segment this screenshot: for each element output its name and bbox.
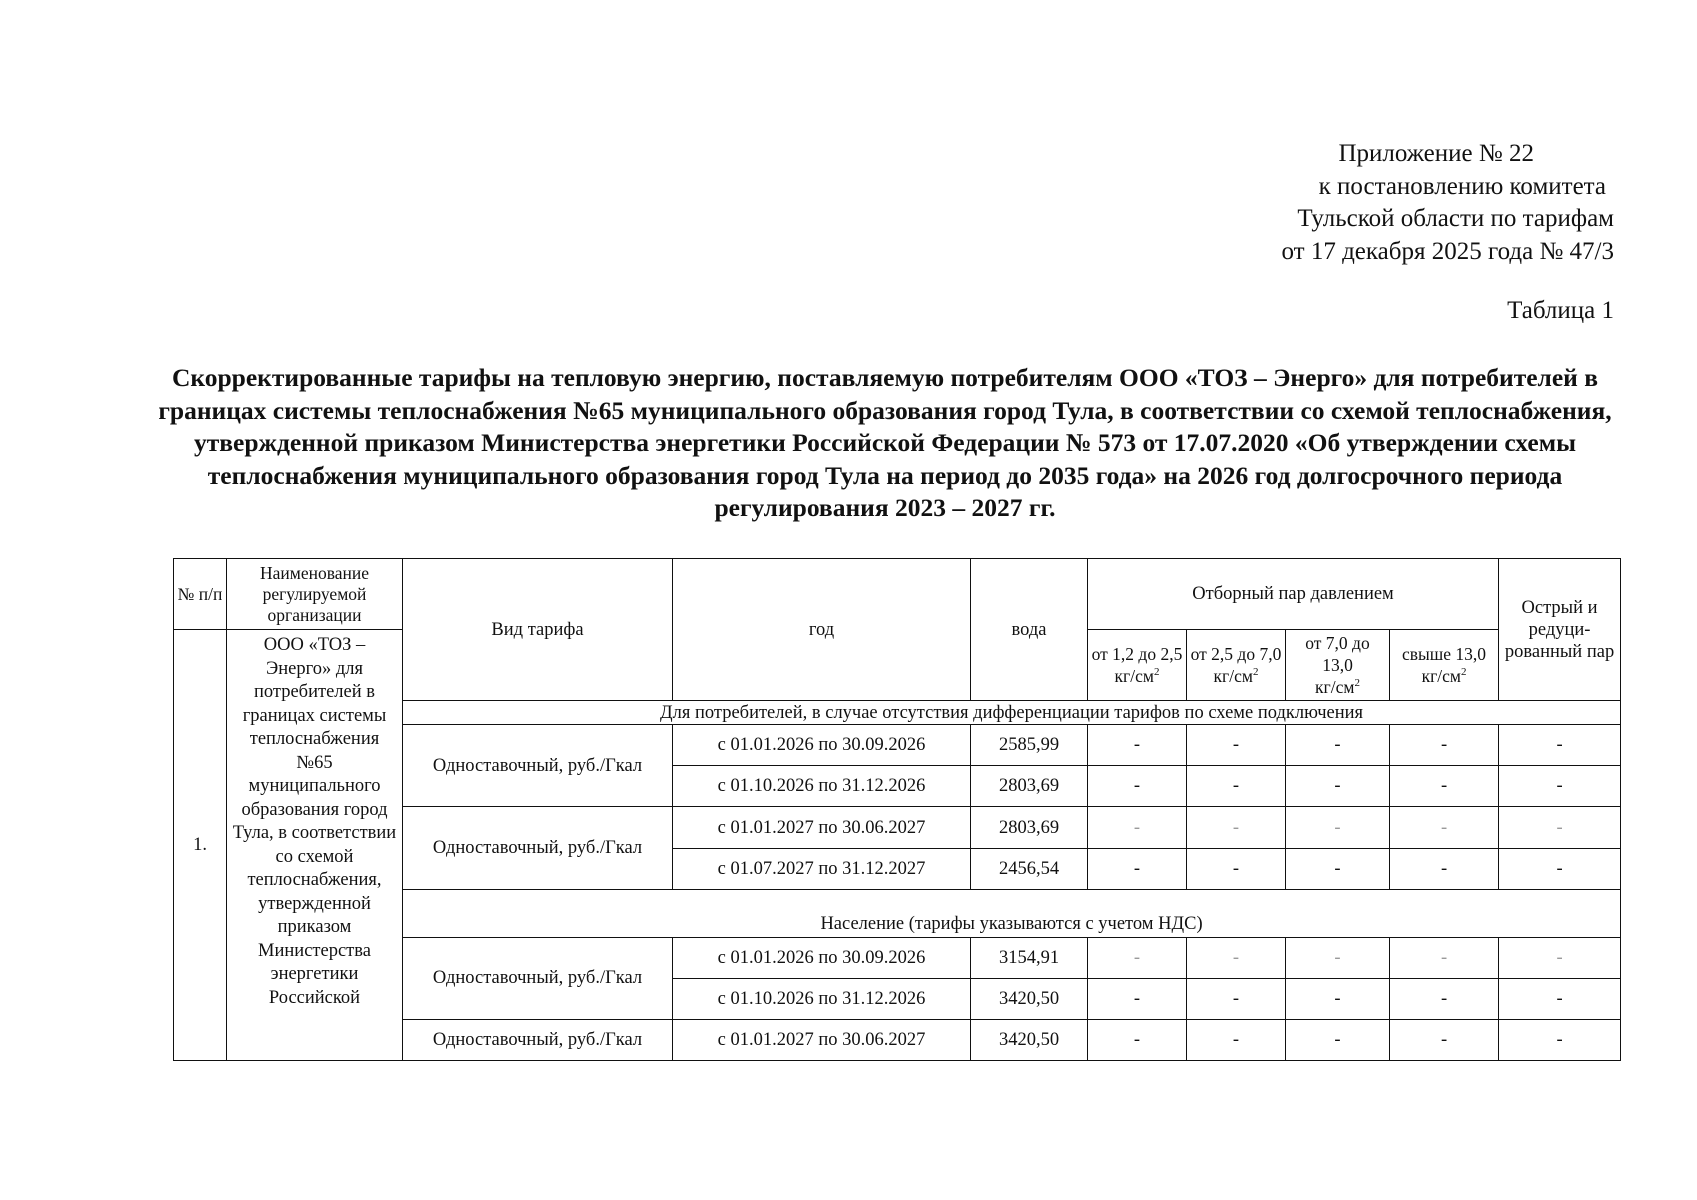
dash-cell: - [1499,937,1621,978]
water-value: 2585,99 [971,725,1088,766]
dash-cell: - [1390,937,1499,978]
water-value: 2803,69 [971,766,1088,807]
dash-cell: - [1187,1019,1286,1060]
period-cell: с 01.01.2026 по 30.09.2026 [673,725,971,766]
dash-cell: - [1286,766,1390,807]
dash-cell: - [1187,725,1286,766]
header-org: Наименование регулируемой организации [227,559,403,630]
table-label: Таблица 1 [1507,297,1614,324]
appendix-block [1014,138,1614,268]
dash-cell: - [1088,766,1187,807]
dash-cell: - [1390,807,1499,848]
dash-cell: - [1187,848,1286,889]
dash-cell: - [1499,766,1621,807]
water-value: 2456,54 [971,848,1088,889]
dash-cell: - [1390,766,1499,807]
dash-cell: - [1187,978,1286,1019]
header-steam-3: от 7,0 до 13,0 $кг/см^2$ [1286,630,1390,701]
dash-cell: - [1187,937,1286,978]
dash-cell: - [1286,725,1390,766]
header-row-1 [174,559,1621,630]
dash-cell: - [1390,978,1499,1019]
dash-cell: - [1088,725,1187,766]
period-cell: с 01.10.2026 по 31.12.2026 [673,766,971,807]
header-steam-2: от 2,5 до 7,0 $кг/см^2$ [1187,630,1286,701]
row-number: 1. [174,630,227,1061]
header-water: вода [971,559,1088,701]
period-cell: с 01.01.2026 по 30.09.2026 [673,937,971,978]
dash-cell: - [1499,1019,1621,1060]
dash-cell: - [1088,978,1187,1019]
period-cell: с 01.01.2027 по 30.06.2027 [673,1019,971,1060]
tariff-table [173,558,1621,1061]
water-value: 3420,50 [971,1019,1088,1060]
appendix-date: от 17 декабря 2025 года № 47/3 [1281,237,1614,265]
dash-cell: - [1390,1019,1499,1060]
dash-cell: - [1286,848,1390,889]
organization-name: ООО «ТОЗ – Энерго» для потребителей в границах системы теплоснабжения №65 муниципального образования город Тула, в соответствии со схемой теплоснабжения, утвержденной приказом Министерства энергетики Российской [227,630,403,1061]
dash-cell: - [1499,978,1621,1019]
header-year: год [673,559,971,701]
dash-cell: - [1187,766,1286,807]
dash-cell: - [1286,1019,1390,1060]
period-cell: с 01.01.2027 по 30.06.2027 [673,807,971,848]
dash-cell: - [1088,1019,1187,1060]
dash-cell: - [1390,848,1499,889]
tariff-type-cell: Одноставочный, руб./Гкал [403,1019,673,1060]
header-steam-1: от 1,2 до 2,5 $кг/см^2$ [1088,630,1187,701]
appendix-committee: Тульской области по тарифам [1297,205,1614,232]
dash-cell: - [1286,978,1390,1019]
dash-cell: - [1499,848,1621,889]
section-general-label: Для потребителей, в случае отсутствия дифференциации тарифов по схеме подключения [403,701,1621,725]
water-value: 2803,69 [971,807,1088,848]
dash-cell: - [1499,725,1621,766]
header-steam-group: Отборный пар давлением [1088,559,1499,630]
tariff-type-cell: Одноставочный, руб./Гкал [403,807,673,889]
appendix-number: Приложение № 22 [1338,140,1534,167]
header-num: № п/п [174,559,227,630]
dash-cell: - [1390,725,1499,766]
document-heading: Скорректированные тарифы на тепловую энергию, поставляемую потребителям ООО «ТОЗ – Энерго» для потребителей в границах системы теплоснабжения №65 муниципального образования город Тула, в соответствии со схемой теплоснабжения, утвержденной приказом Министерства энергетики Российской Федерации № 573 от 17.07.2020 «Об утверждении схемы теплоснабжения муниципального образования город Тула на период до 2035 года» на 2026 год долгосрочного периода регулирования 2023 – 2027 гг. [158,363,1612,522]
dash-cell: - [1187,807,1286,848]
water-value: 3420,50 [971,978,1088,1019]
header-steam-4: свыше 13,0 $кг/см^2$ [1390,630,1499,701]
water-value: 3154,91 [971,937,1088,978]
dash-cell: - [1286,807,1390,848]
dash-cell: - [1499,807,1621,848]
period-cell: с 01.07.2027 по 31.12.2027 [673,848,971,889]
dash-cell: - [1286,937,1390,978]
dash-cell: - [1088,937,1187,978]
header-tariff-type: Вид тарифа [403,559,673,701]
header-sharp-steam: Острый и редуци-рованный пар [1499,559,1621,701]
tariff-type-cell: Одноставочный, руб./Гкал [403,725,673,807]
dash-cell: - [1088,807,1187,848]
period-cell: с 01.10.2026 по 31.12.2026 [673,978,971,1019]
appendix-resolution: к постановлению комитета [1318,172,1606,200]
section-population-label: Население (тарифы указываются с учетом НДС) [403,889,1621,937]
tariff-type-cell: Одноставочный, руб./Гкал [403,937,673,1019]
dash-cell: - [1088,848,1187,889]
